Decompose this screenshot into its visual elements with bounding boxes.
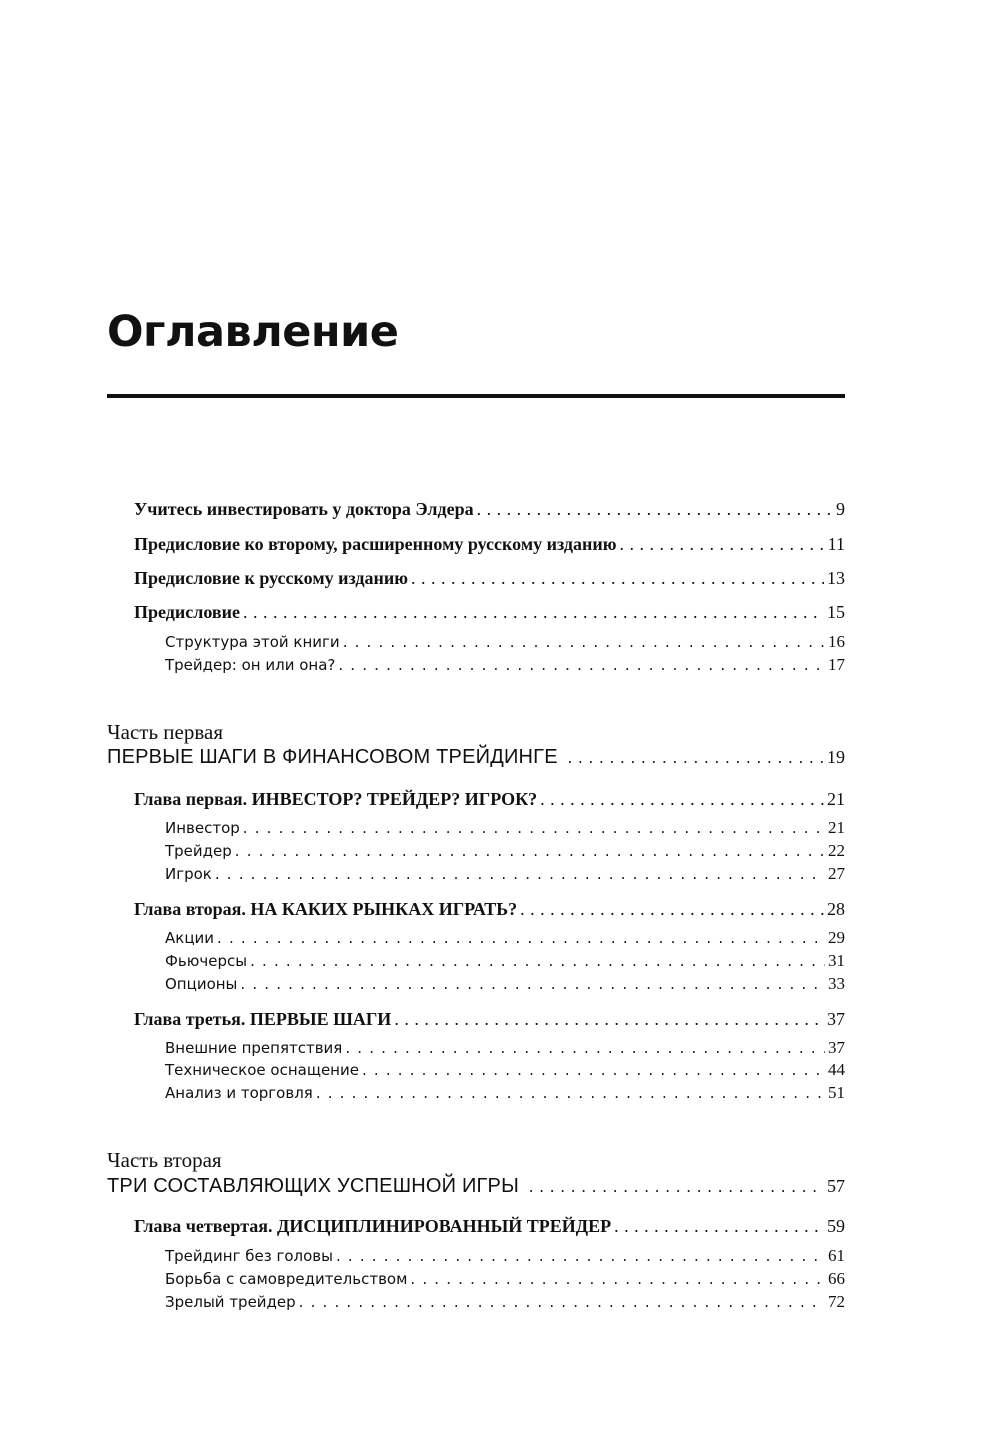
leader-dots	[243, 600, 824, 624]
toc-chapter[interactable]	[134, 897, 845, 921]
toc-entry-label: Анализ и торговля	[165, 1084, 313, 1102]
leader-dots	[215, 863, 825, 885]
toc-page-number: 15	[827, 602, 845, 622]
toc-entry-label: Зрелый трейдер	[165, 1293, 296, 1311]
toc-entry-label: Глава третья. ПЕРВЫЕ ШАГИ	[134, 1009, 392, 1029]
part-title-entry[interactable]	[107, 743, 845, 772]
leader-dots	[299, 1291, 825, 1313]
toc-page-number: 17	[828, 655, 845, 674]
toc-page-number: 28	[827, 899, 845, 919]
toc-page-number: 11	[827, 534, 845, 554]
toc-subentry[interactable]	[165, 973, 845, 995]
toc-subentry[interactable]	[165, 1082, 845, 1104]
page-title: Оглавление	[107, 307, 399, 357]
toc-entry-label: Фьючерсы	[165, 952, 248, 970]
toc-chapter[interactable]	[134, 787, 845, 811]
toc-entry-label: Борьба с самовредительством	[165, 1270, 408, 1288]
toc-entry-label: Учитесь инвестировать у доктора Элдера	[134, 499, 474, 519]
leader-dots	[338, 654, 825, 676]
leader-dots	[362, 1059, 825, 1081]
toc-subentry[interactable]	[165, 840, 845, 862]
toc-page-number: 9	[836, 499, 845, 519]
toc-page-number: 21	[828, 818, 845, 837]
toc-page-number: 72	[828, 1292, 845, 1311]
toc-page-number: 59	[827, 1216, 845, 1236]
leader-dots	[411, 566, 824, 590]
leader-dots	[240, 973, 825, 995]
toc-page-number: 27	[828, 864, 845, 883]
toc-entry-front[interactable]	[134, 600, 845, 624]
toc-subentry[interactable]	[165, 1268, 845, 1290]
toc-page-number: 29	[828, 928, 845, 947]
leader-dots	[235, 840, 825, 862]
part-title: ПЕРВЫЕ ШАГИ В ФИНАНСОВОМ ТРЕЙДИНГЕ	[107, 746, 558, 768]
toc-page-number: 61	[828, 1246, 845, 1265]
leader-dots	[345, 1037, 825, 1059]
toc-page-number: 33	[828, 974, 845, 993]
leader-dots	[343, 631, 825, 653]
toc-subentry[interactable]	[165, 950, 845, 972]
toc-entry-label: Акции	[165, 929, 215, 947]
toc-entry-label: Внешние препятствия	[165, 1039, 343, 1057]
leader-dots	[520, 897, 824, 921]
leader-dots	[540, 787, 824, 811]
toc-subentry[interactable]	[165, 1291, 845, 1313]
leader-dots	[250, 950, 825, 972]
part-title: ТРИ СОСТАВЛЯЮЩИХ УСПЕШНОЙ ИГРЫ	[107, 1175, 520, 1197]
leader-dots	[243, 817, 825, 839]
toc-entry-label: Техническое оснащение	[165, 1061, 359, 1079]
toc-entry-label: Инвестор	[165, 819, 240, 837]
toc-entry-front[interactable]	[134, 532, 845, 556]
toc-entry-label: Трейдер	[165, 842, 232, 860]
toc-subentry[interactable]	[165, 654, 845, 676]
toc-page-number: 37	[828, 1038, 845, 1057]
leader-dots	[336, 1245, 825, 1267]
toc-subentry[interactable]	[165, 1245, 845, 1267]
leader-dots	[217, 927, 825, 949]
part-title-entry[interactable]	[107, 1172, 845, 1201]
toc-page-number: 16	[828, 632, 845, 651]
toc-page-number: 22	[828, 841, 845, 860]
toc-page-number: 19	[827, 747, 845, 767]
toc-entry-label: Структура этой книги	[165, 633, 340, 651]
leader-dots	[568, 744, 824, 772]
toc-page-number: 21	[827, 789, 845, 809]
leader-dots	[614, 1214, 824, 1238]
leader-dots	[394, 1007, 824, 1031]
toc-entry-label: Предисловие к русскому изданию	[134, 568, 408, 588]
leader-dots	[619, 532, 824, 556]
part-label: Часть вторая	[107, 1148, 222, 1172]
toc-entry-label: Предисловие ко второму, расширенному русскому изданию	[134, 534, 617, 554]
part-label: Часть первая	[107, 720, 223, 744]
toc-entry-label: Предисловие	[134, 602, 240, 622]
title-rule	[107, 394, 845, 398]
toc-entry-label: Опционы	[165, 975, 238, 993]
toc-page-number: 37	[827, 1009, 845, 1029]
toc-subentry[interactable]	[165, 1037, 845, 1059]
leader-dots	[410, 1268, 825, 1290]
toc-subentry[interactable]	[165, 1059, 845, 1081]
toc-chapter[interactable]	[134, 1007, 845, 1031]
toc-page-number: 13	[827, 568, 845, 588]
toc-entry-label: Трейдер: он или она?	[165, 656, 336, 674]
toc-page-number: 44	[828, 1060, 845, 1079]
toc-entry-label: Глава вторая. НА КАКИХ РЫНКАХ ИГРАТЬ?	[134, 899, 518, 919]
toc-subentry[interactable]	[165, 817, 845, 839]
toc-subentry[interactable]	[165, 927, 845, 949]
toc-page-number: 66	[828, 1269, 845, 1288]
toc-entry-label: Глава первая. ИНВЕСТОР? ТРЕЙДЕР? ИГРОК?	[134, 789, 538, 809]
leader-dots	[477, 497, 833, 521]
toc-entry-label: Трейдинг без головы	[165, 1247, 333, 1265]
toc-subentry[interactable]	[165, 631, 845, 653]
toc-entry-label: Глава четвертая. ДИСЦИПЛИНИРОВАННЫЙ ТРЕЙДЕР	[134, 1216, 612, 1236]
toc-page-number: 31	[828, 951, 845, 970]
toc-page-number: 57	[827, 1176, 845, 1196]
leader-dots	[316, 1082, 825, 1104]
toc-subentry[interactable]	[165, 863, 845, 885]
toc-entry-front[interactable]	[134, 497, 845, 521]
toc-page-number: 51	[828, 1083, 845, 1102]
toc-chapter[interactable]	[134, 1214, 845, 1238]
leader-dots	[529, 1173, 824, 1201]
toc-entry-front[interactable]	[134, 566, 845, 590]
toc-entry-label: Игрок	[165, 865, 212, 883]
